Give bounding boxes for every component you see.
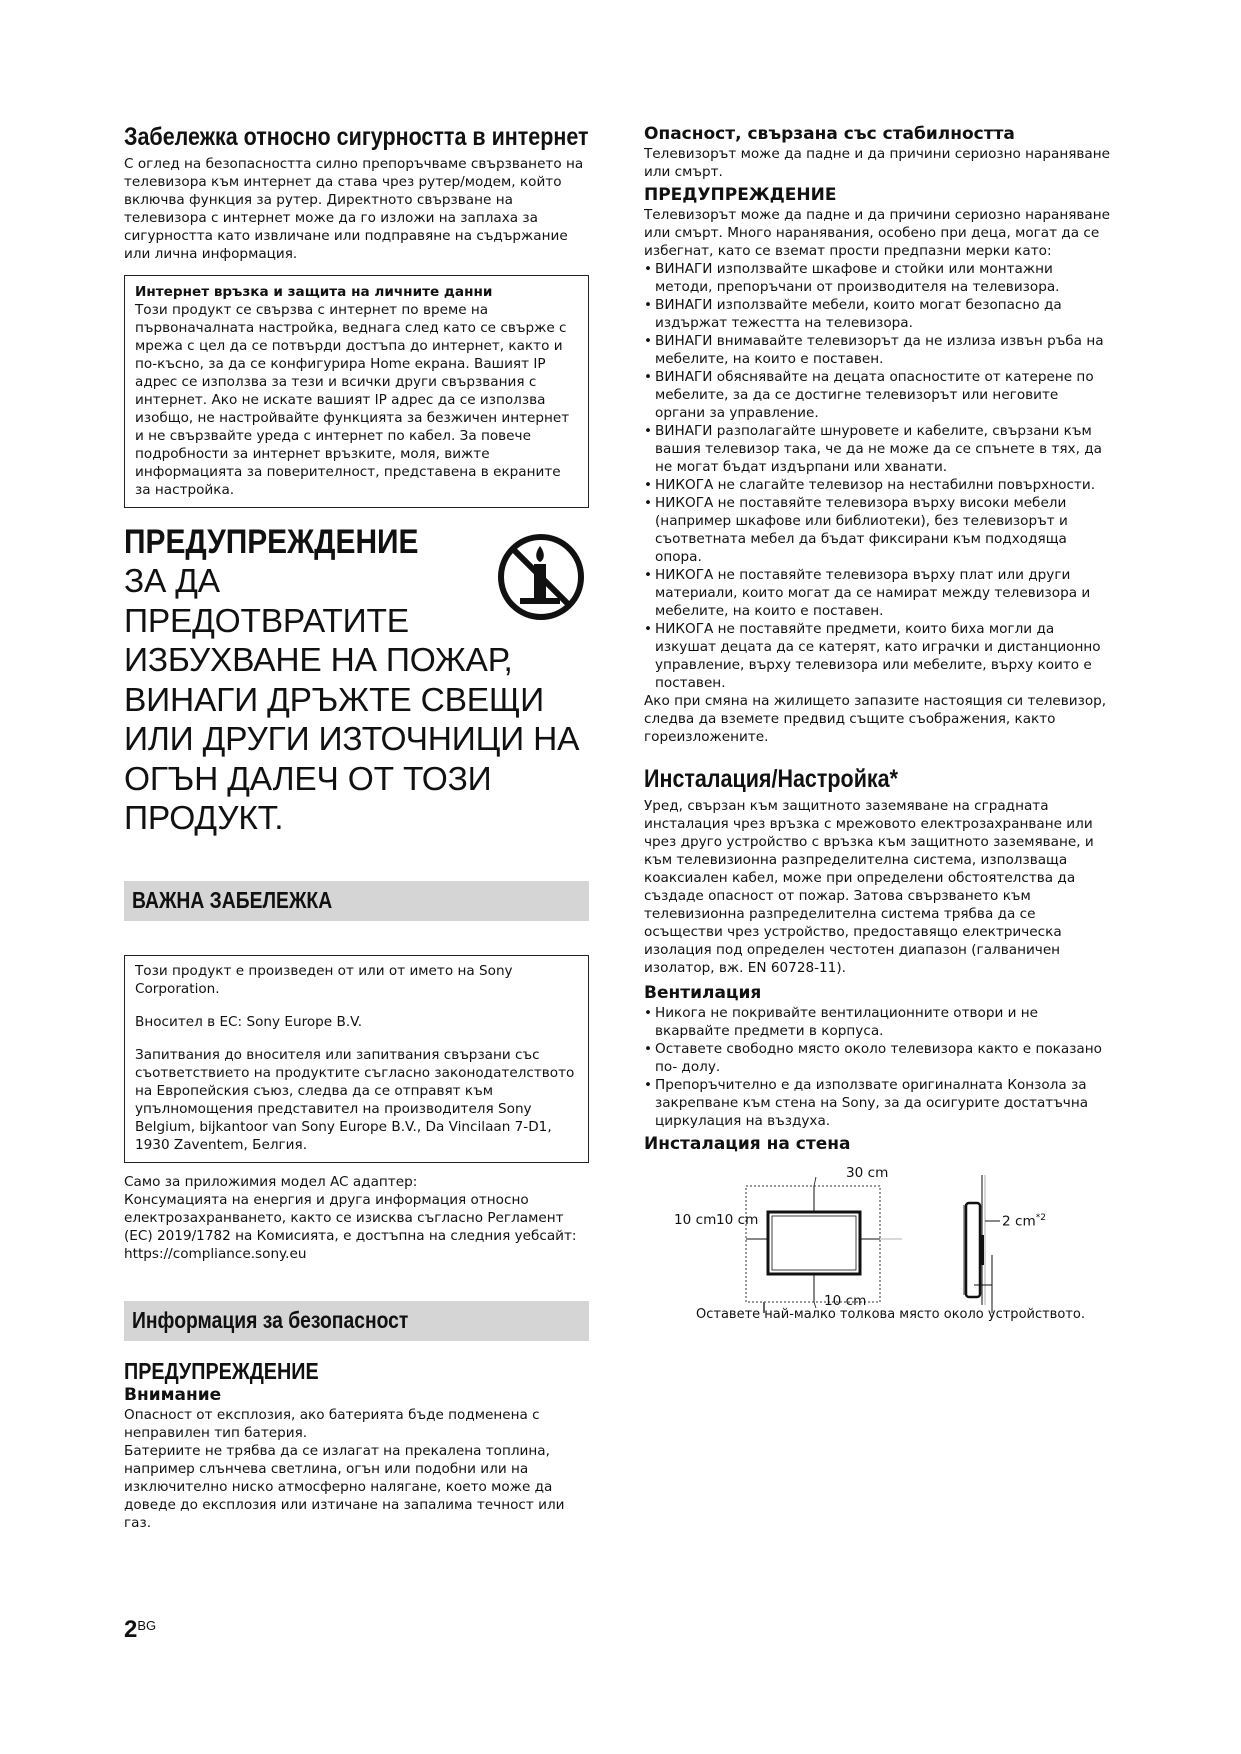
important-notice-heading: ВАЖНА ЗАБЕЛЕЖКА	[132, 887, 333, 913]
fire-warning-line: ПРОДУКТ.	[124, 800, 284, 837]
safety-p2: Батериите не трябва да се излагат на прекалена топлина, например слънчева светлина, огън или подобни или на изключително ниско атмосферно налягане, което може да доведе до експлозия или изтичане на запалима течност или газ.	[124, 1442, 565, 1531]
list-item: • ВИНАГИ използвайте шкафове и стойки или монтажни методи, препоръчани от производителя на телевизора.	[644, 260, 1110, 296]
page-number	[124, 1616, 156, 1644]
safety-heading: Информация за безопасност	[132, 1307, 409, 1333]
list-item: • Препоръчително е да използвате оригиналната Конзола за закрепване към стена на Sony, за да осигурите достатъчна циркулация на въздуха.	[644, 1076, 1110, 1130]
importer-box-p2: Вносител в ЕС: Sony Europe B.V.	[135, 1013, 363, 1030]
right-column	[644, 124, 1110, 1335]
safety-warning: ПРЕДУПРЕЖДЕНИЕ	[124, 1357, 319, 1384]
safety-p1: Опасност от експлозия, ако батерията бъде подменена с неправилен тип батерия.	[124, 1406, 540, 1441]
installation-body: Уред, свързан към защитното заземяване на сградната инсталация чрез връзка с мрежовото електрозахранване или чрез друго устройство с връзка към защитното заземяване, и към телевизионна разпределителна система, използваща коаксиален кабел, може при определени обстоятелства да създаде опасност от пожар. Затова свързването към телевизионна разпределителна система трябва да се осъществи чрез устройство, предоставящо електрическа изолация под определен честотен диапазон (галваничен изолатор, вж. EN 60728-11).	[644, 798, 1094, 976]
list-item: • НИКОГА не поставяйте предмети, които биха могли да изкушат децата да се катерят, като играчки и дистанционно управление, върху телевизора или мебелите, върху които е поставен.	[644, 620, 1110, 692]
label-top: 30 cm	[846, 1165, 889, 1181]
fire-warning-title: ПРЕДУПРЕЖДЕНИЕ	[124, 523, 419, 561]
label-side-sup: *2	[1035, 1213, 1046, 1223]
safety-bar	[124, 1301, 589, 1341]
list-item: • ВИНАГИ обяснявайте на децата опасностите от катерене по мебелите, за да се достигне телевизорът или неговите органи за управление.	[644, 368, 1110, 422]
adapter-body: Консумацията на енергия и друга информация относно електрозахранването, както се изисква съгласно Регламент (ЕС) 2019/1782 на Комисията, е достъпна на следния уебсайт: https://compliance.sony.eu	[124, 1191, 577, 1262]
important-notice-bar	[124, 881, 589, 921]
wall-install-heading: Инсталация на стена	[644, 1134, 851, 1154]
diagram-caption: Оставете най-малко толкова място около устройството.	[696, 1307, 1085, 1322]
privacy-box-body: Този продукт се свързва с интернет по време на първоначалната настройка, веднага след като се свърже с мрежа с цел да се потвърди достъпа до интернет, както и по-късно, за да се конфигурира Home екрана. Вашият IP адрес се използва за тези и всички други свързвания с интернет. Ако не искате вашият IP адрес да се използва изобщо, не настройвайте функцията за безжичен интернет и не свързвайте уреда с интернет по кабел. За повече подробности за интернет връзките, моля, вижте информацията за поверителност, представена в екраните за настройка.	[135, 302, 570, 498]
fire-warning-line: ИЗБУХВАНЕ НА ПОЖАР,	[124, 642, 513, 679]
label-left-inner: 10 cm	[716, 1212, 759, 1228]
internet-security-body: С оглед на безопасността силно препоръчваме свързването на телевизора към интернет да става чрез рутер/модем, който включва функция за рутер. Директното свързване на телевизора с интернет може да го изложи на заплаха за сигурността като извличане или подправяне на съдържание или лична информация.	[124, 156, 584, 262]
fire-warning-line: ЗА ДА	[124, 563, 220, 600]
importer-box-p1: Този продукт е произведен от или от името на Sony Corporation.	[135, 962, 513, 997]
safety-caution: Внимание	[124, 1384, 222, 1405]
stability-intro: Телевизорът може да падне и да причини сериозно нараняване или смърт.	[644, 146, 1110, 180]
list-item: • ВИНАГИ използвайте мебели, които могат безопасно да издържат тежестта на телевизора.	[644, 296, 1110, 332]
wall-install-diagram	[644, 1165, 1110, 1335]
stability-outro: Ако при смяна на жилището запазите настоящия си телевизор, следва да вземете предвид същите съображения, както гореизложените.	[644, 693, 1107, 745]
left-column	[124, 122, 589, 1532]
list-item: • НИКОГА не слагайте телевизор на нестабилни повърхности.	[644, 476, 1110, 494]
label-side	[1002, 1210, 1046, 1230]
internet-security-section	[124, 122, 589, 263]
label-left-outer: 10 cm	[674, 1212, 717, 1228]
stability-body: Телевизорът може да падне и да причини сериозно нараняване или смърт. Много наранявания, особено при деца, могат да се избегнат, като се вземат прости предпазни мерки като:	[644, 207, 1110, 259]
list-item: • ВИНАГИ внимавайте телевизорът да не излиза извън ръба на мебелите, на които е поставен.	[644, 332, 1110, 368]
clearance-diagram-icon	[644, 1165, 1110, 1315]
list-item: • НИКОГА не поставяйте телевизора върху високи мебели (например шкафове или библиотеки), без телевизорът и съответната мебел да бъдат фиксирани към подходяща опора.	[644, 494, 1110, 566]
installation-heading: Инсталация/Настройка*	[644, 765, 898, 793]
stability-list	[644, 260, 1110, 692]
fire-warning-line: ИЛИ ДРУГИ ИЗТОЧНИЦИ НА	[124, 721, 580, 758]
list-item: • Никога не покривайте вентилационните отвори и не вкарвайте предмети в корпуса.	[644, 1004, 1110, 1040]
stability-warning: ПРЕДУПРЕЖДЕНИЕ	[644, 185, 837, 205]
page-language: BG	[137, 1618, 157, 1633]
internet-security-heading: Забележка относно сигурността в интернет	[124, 123, 589, 151]
importer-box	[124, 955, 589, 1163]
importer-box-p3: Запитвания до вносителя или запитвания свързани със съответствието на продуктите съгласно законодателството на Европейския съюз, следва да се отправят към упълномощения представител на производителя Sony Belgium, bijkantoor van Sony Europe B.V., Da Vincilaan 7-D1, 1930 Zaventem, Белгия.	[135, 1046, 575, 1153]
fire-warning-line: ПРЕДОТВРАТИТЕ	[124, 602, 409, 640]
stability-heading: Опасност, свързана със стабилността	[644, 124, 1015, 144]
ventilation-heading: Вентилация	[644, 983, 762, 1003]
adapter-title: Само за приложимия модел AC адаптер:	[124, 1173, 418, 1190]
privacy-box-title: Интернет връзка и защита на личните данни	[135, 284, 493, 300]
privacy-box	[124, 275, 589, 508]
label-side-value: 2 cm	[1002, 1213, 1036, 1230]
fire-warning-line: ОГЪН ДАЛЕЧ ОТ ТОЗИ	[124, 760, 492, 798]
list-item: • ВИНАГИ разполагайте шнуровете и кабелите, свързани към вашия телевизор така, че да не може да се спънете в тях, да не могат бъдат издърпани или хванати.	[644, 422, 1110, 476]
list-item: • Оставете свободно място около телевизора както е показано по- долу.	[644, 1040, 1110, 1076]
list-item: • НИКОГА не поставяйте телевизора върху плат или други материали, които могат да се намират между телевизора и мебелите, на които е поставен.	[644, 566, 1110, 620]
label-bottom: 10 cm	[824, 1293, 867, 1309]
ventilation-list	[644, 1004, 1110, 1130]
page-number-value: 2	[124, 1616, 138, 1643]
fire-warning-line: ВИНАГИ ДРЪЖТЕ СВЕЩИ	[124, 681, 545, 719]
no-candle-icon	[496, 532, 586, 622]
